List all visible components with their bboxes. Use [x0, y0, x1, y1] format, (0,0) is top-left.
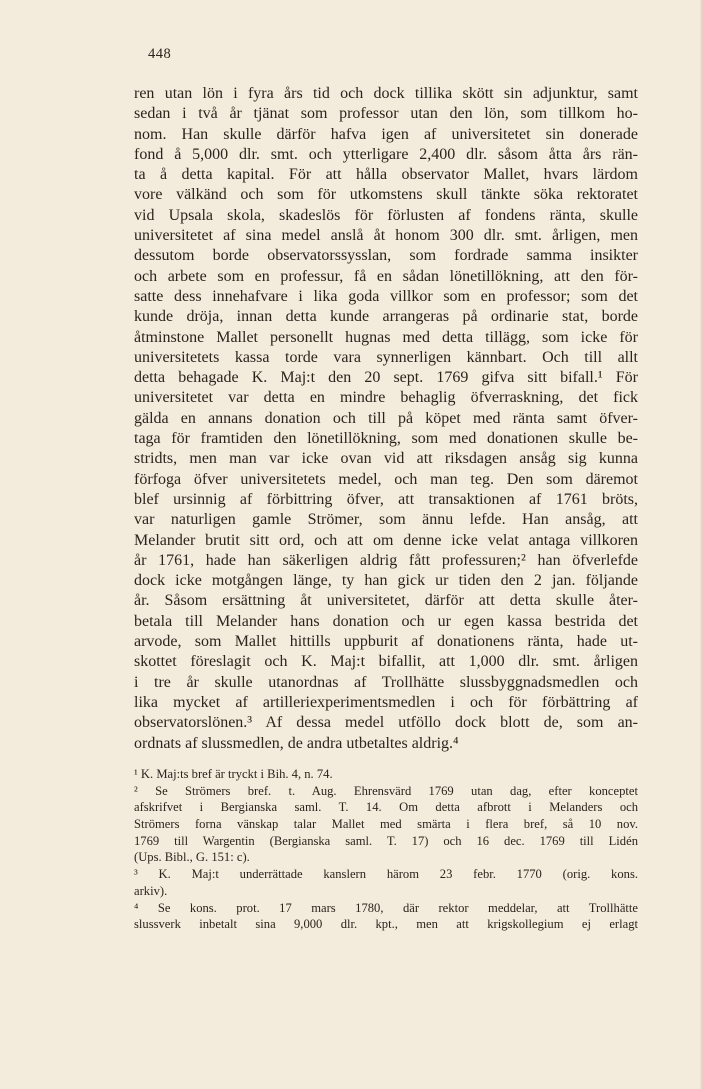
footnote-line: ¹ K. Maj:ts bref är tryckt i Bih. 4, n. 74. [134, 767, 333, 781]
footnote-line: Strömers forna vänskap talar Mallet med smärta i flera bref, så 10 nov. [134, 817, 638, 832]
body-line: ren utan lön i fyra års tid och dock tillika skött sin adjunktur, samt [134, 85, 638, 102]
body-line: detta behagade K. Maj:t den 20 sept. 1769 gifva sitt bifall.¹ För [134, 369, 638, 387]
body-line: kunde dröja, innan detta kunde arrangeras på ordinarie stat, borde [134, 308, 638, 326]
footnote-line: ³ K. Maj:t underrättade kanslern härom 23 febr. 1770 (orig. kons. [134, 867, 638, 882]
footnote-line: ² Se Strömers bref. t. Aug. Ehrensvärd 1769 utan dag, efter konceptet [134, 783, 638, 798]
body-line: universitetet af sina medel anslå åt honom 300 dlr. smt. årligen, men [134, 227, 638, 245]
body-line: arvode, som Mallet hittills uppburit af donationens ränta, hade ut- [134, 633, 638, 651]
footnote-line: arkiv). [134, 883, 168, 898]
page-number: 448 [148, 46, 172, 62]
body-line: Melander brutit sitt ord, och att om denne icke velat antaga villkoren [134, 531, 638, 549]
body-line: var naturligen gamle Strömer, som ännu lefde. Han ansåg, att [134, 511, 638, 529]
body-line: och arbete som en professur, få en sådan lönetillökning, att den för- [134, 267, 638, 285]
footnotes [134, 766, 638, 933]
footnote-line: slussverk inbetalt sina 9,000 dlr. kpt., men att krigskollegium ej erlagt [134, 917, 638, 932]
body-line: universitetets kassa torde vara synnerligen kännbart. Och till allt [134, 348, 638, 366]
body-line: dock icke motgången länge, ty han gick ur tiden den 2 jan. följande [134, 572, 638, 590]
body-line: universitetet var detta en mindre behaglig öfverraskning, det fick [134, 389, 638, 407]
body-line: stridts, men man var icke ovan vid att riksdagen ansåg sig kunna [134, 450, 638, 468]
body-line: skottet föreslagit och K. Maj:t bifallit, att 1,000 dlr. smt. årligen [134, 653, 638, 671]
body-line: förfoga öfver universitetets medel, och man teg. Den som däremot [134, 470, 638, 488]
footnote-line: (Ups. Bibl., G. 151: c). [134, 850, 250, 865]
body-line: blef ursinnig af förbittring öfver, att transaktionen af 1761 bröts, [134, 490, 638, 508]
body-line: lika mycket af artilleriexperimentsmedlen i och för förbättring af [134, 693, 638, 711]
footnote-line: afskrifvet i Bergianska saml. T. 14. Om detta afbrott i Melanders och [134, 800, 638, 815]
body-line: nom. Han skulle därför hafva igen af universitetet sin donerade [134, 125, 638, 143]
body-line: gälda en annans donation och till på köpet med ränta samt öfver- [134, 409, 638, 427]
body-line: observatorslönen.³ Af dessa medel utföllo dock blott de, som an- [134, 714, 638, 732]
footnote-line: 1769 till Wargentin (Bergianska saml. T. 17) och 16 dec. 1769 till Lidén [134, 833, 638, 848]
body-text [134, 84, 638, 754]
body-line: ordnats af slussmedlen, de andra utbetaltes aldrig.⁴ [134, 734, 459, 752]
body-line: dessutom borde observatorssysslan, som fordrade samma insikter [134, 247, 638, 265]
body-line: taga för framtiden den lönetillökning, som med donationen skulle be- [134, 430, 638, 448]
body-line: vore välkänd och som för utkomstens skull tänkte söka rektoratet [134, 186, 638, 204]
body-line: vid Upsala skola, skadeslös för förlusten af fondens ränta, skulle [134, 206, 638, 224]
body-line: fond å 5,000 dlr. smt. och ytterligare 2,400 dlr. såsom åtta års rän- [134, 145, 638, 163]
body-line: sedan i två år tjänat som professor utan den lön, som tillkom ho- [134, 105, 638, 123]
body-line: åtminstone Mallet personellt hugnas med detta tillägg, som icke för [134, 328, 638, 346]
body-line: år 1761, hade han säkerligen aldrig fått professuren;² han öfverlefde [134, 551, 638, 569]
body-line: ta å detta kapital. För att hålla observator Mallet, hvars lärdom [134, 166, 638, 184]
body-line: år. Såsom ersättning åt universitetet, därför att detta skulle åter- [134, 592, 638, 610]
body-line: betala till Melander hans donation och ur egen kassa bestrida det [134, 612, 638, 630]
body-line: i tre år skulle utanordnas af Trollhätte slussbyggnadsmedlen och [134, 673, 638, 691]
body-line: satte dess innehafvare i lika goda villkor som en professor; som det [134, 287, 638, 305]
footnote-line: ⁴ Se kons. prot. 17 mars 1780, där rektor meddelar, att Trollhätte [134, 900, 638, 915]
